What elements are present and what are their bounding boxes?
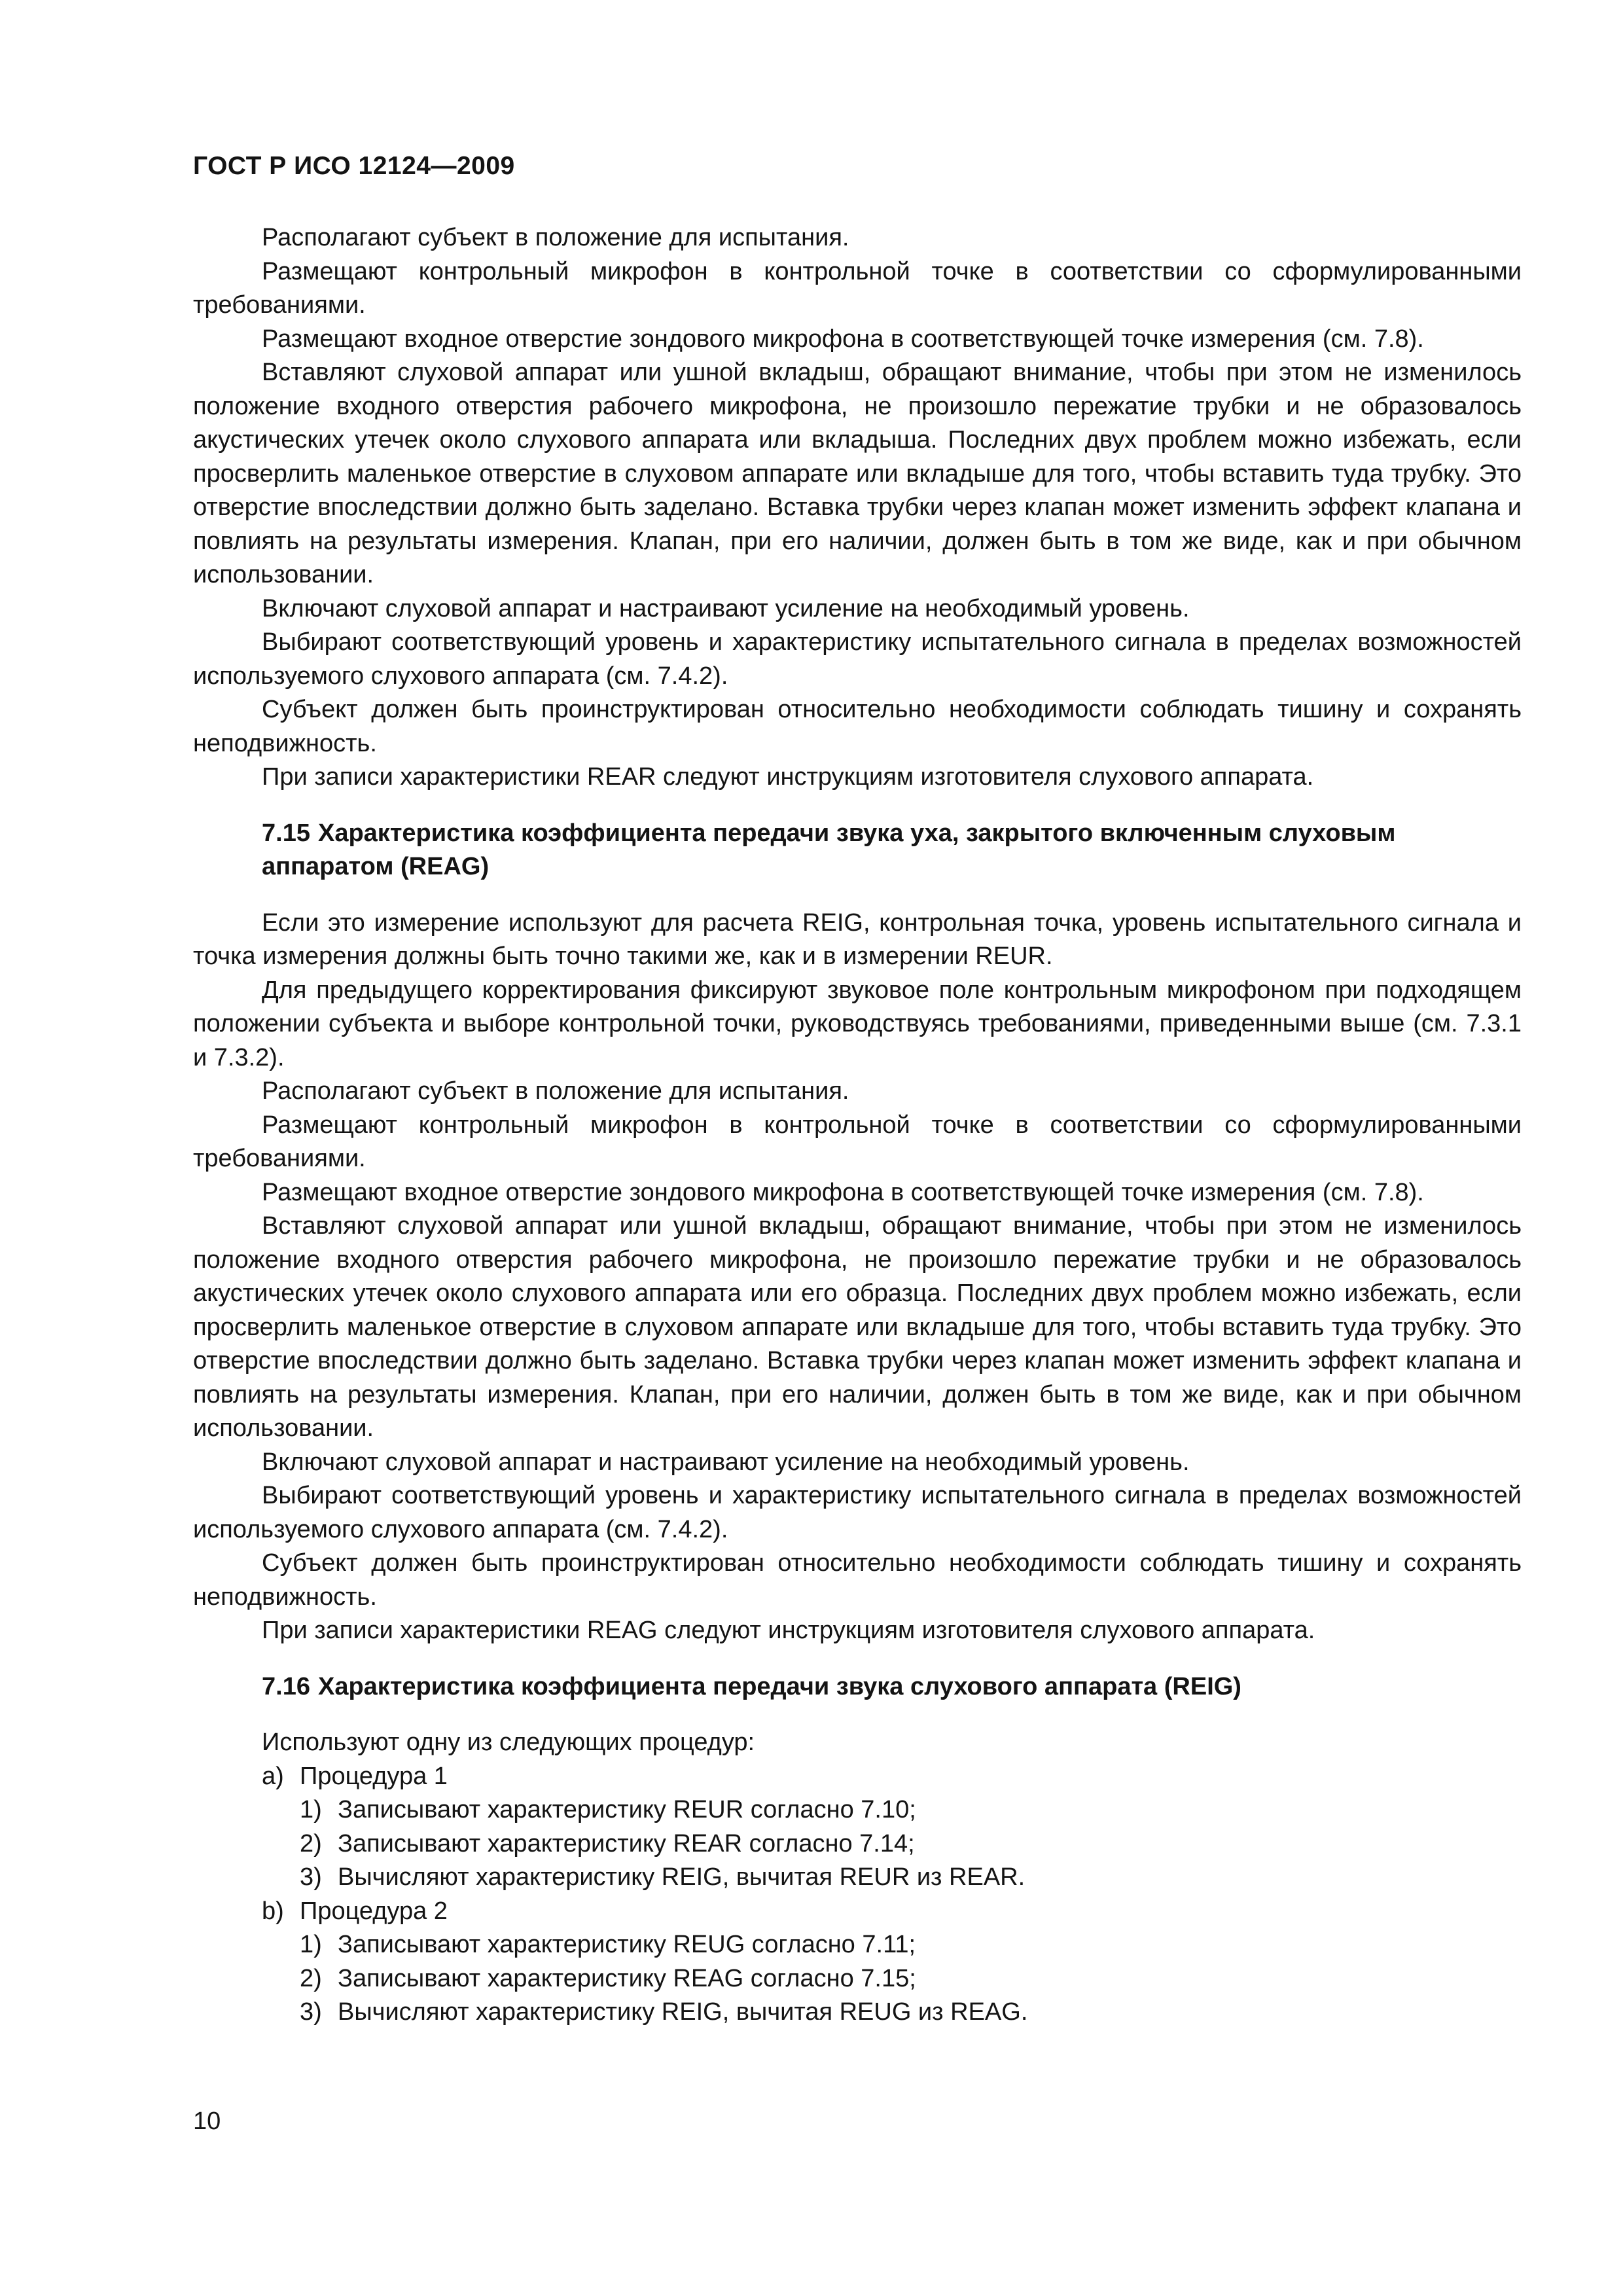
document-header: ГОСТ Р ИСО 12124—2009 (193, 152, 515, 180)
paragraph: Выбирают соответствующий уровень и характеристику испытательного сигнала в пределах возможностей используемого слухового аппарата (см. 7.4.2). (193, 1482, 1522, 1543)
procedure-step (193, 1962, 1522, 1996)
paragraph: Располагают субъект в положение для испытания. (262, 224, 849, 251)
step-text: Записывают характеристику REUG согласно 7.11; (338, 1931, 916, 1958)
section-7-16 (193, 1670, 1522, 2030)
section-number: 7.15 (262, 819, 310, 847)
section-number: 7.16 (262, 1672, 310, 1700)
paragraph: Включают слуховой аппарат и настраивают усиление на необходимый уровень. (262, 1448, 1190, 1476)
section-title: Характеристика коэффициента передачи звука уха, закрытого включенным слуховым аппаратом (REAG) (262, 819, 1396, 880)
procedure-step (193, 1827, 1522, 1861)
section-heading (193, 817, 1522, 884)
paragraph: Выбирают соответствующий уровень и характеристику испытательного сигнала в пределах возможностей используемого слухового аппарата (см. 7.4.2). (193, 628, 1522, 690)
paragraph: Субъект должен быть проинструктирован относительно необходимости соблюдать тишину и сохранять неподвижность. (193, 1549, 1522, 1611)
procedure-label: Процедура 1 (300, 1762, 448, 1790)
list-marker: 2) (300, 1964, 322, 1992)
paragraph: Если это измерение используют для расчета REIG, контрольная точка, уровень испытательного сигнала и точка измерения должны быть точно такими же, как и в измерении REUR. (193, 908, 1522, 970)
procedure-item (193, 1895, 1522, 1929)
procedure-label: Процедура 2 (300, 1897, 448, 1925)
procedure-step (193, 1996, 1522, 2030)
section-7-15 (193, 817, 1522, 1648)
list-marker: 3) (300, 1863, 322, 1891)
list-marker: 3) (300, 1998, 322, 2026)
paragraph: Размещают входное отверстие зондового микрофона в соответствующей точке измерения (см. 7.8). (262, 325, 1424, 353)
step-text: Записывают характеристику REAG согласно 7.15; (338, 1964, 916, 1992)
paragraph: Размещают контрольный микрофон в контрольной точке в соответствии со сформулированными требованиями. (193, 1111, 1522, 1172)
step-text: Вычисляют характеристику REIG, вычитая REUR из REAR. (338, 1863, 1026, 1891)
procedure-intro: Используют одну из следующих процедур: (262, 1729, 755, 1756)
paragraph: Размещают входное отверстие зондового микрофона в соответствующей точке измерения (см. 7.8). (262, 1178, 1424, 1206)
paragraph: При записи характеристики REAG следуют инструкциям изготовителя слухового аппарата. (262, 1617, 1315, 1644)
paragraph: Вставляют слуховой аппарат или ушной вкладыш, обращают внимание, чтобы при этом не изменилось положение входного отверстия рабочего микрофона, не произошло пережатие трубки и не образовалось акустических утечек около слухового аппарата или вкладыша. Последних двух проблем можно избежать, если просверлить маленькое отверстие в слуховом аппарате или вкладыше для того, чтобы вставить туда трубку. Это отверстие впоследствии должно быть заделано. Вставка трубки через клапан может изменить эффект клапана и повлиять на результаты измерения. Клапан, при его наличии, должен быть в том же виде, как и при обычном использовании. (193, 359, 1522, 588)
paragraph: Для предыдущего корректирования фиксируют звуковое поле контрольным микрофоном при подходящем положении субъекта и выборе контрольной точки, руководствуясь требованиями, приведенными выше (см. 7.3.1 и 7.3.2). (193, 976, 1522, 1071)
step-text: Вычисляют характеристику REIG, вычитая REUG из REAG. (338, 1998, 1028, 2026)
step-text: Записывают характеристику REAR согласно 7.14; (338, 1829, 915, 1857)
list-marker: a) (262, 1762, 284, 1790)
page-number: 10 (193, 2108, 221, 2135)
paragraph: Размещают контрольный микрофон в контрольной точке в соответствии со сформулированными требованиями. (193, 257, 1522, 319)
list-marker: 1) (300, 1931, 322, 1958)
list-marker: 2) (300, 1829, 322, 1857)
intro-block (193, 221, 1522, 795)
step-text: Записывают характеристику REUR согласно 7.10; (338, 1796, 916, 1823)
list-marker: 1) (300, 1796, 322, 1823)
procedure-item (193, 1760, 1522, 1794)
paragraph: Включают слуховой аппарат и настраивают усиление на необходимый уровень. (262, 594, 1190, 622)
section-heading (193, 1670, 1522, 1704)
document-body (193, 221, 1522, 2030)
section-title: Характеристика коэффициента передачи звука слухового аппарата (REIG) (317, 1672, 1241, 1700)
procedure-step (193, 1928, 1522, 1962)
paragraph: Располагают субъект в положение для испытания. (262, 1077, 849, 1105)
paragraph: Вставляют слуховой аппарат или ушной вкладыш, обращают внимание, чтобы при этом не изменилось положение входного отверстия рабочего микрофона, не произошло пережатие трубки и не образовалось акустических утечек около слухового аппарата или его образца. Последних двух проблем можно избежать, если просверлить маленькое отверстие в слуховом аппарате или вкладыше для того, чтобы вставить туда трубку. Это отверстие впоследствии должно быть заделано. Вставка трубки через клапан может изменить эффект клапана и повлиять на результаты измерения. Клапан, при его наличии, должен быть в том же виде, как и при обычном использовании. (193, 1212, 1522, 1442)
paragraph: При записи характеристики REAR следуют инструкциям изготовителя слухового аппарата. (262, 763, 1314, 791)
procedure-step (193, 1861, 1522, 1895)
paragraph: Субъект должен быть проинструктирован относительно необходимости соблюдать тишину и сохранять неподвижность. (193, 696, 1522, 757)
procedure-step (193, 1793, 1522, 1827)
list-marker: b) (262, 1897, 284, 1925)
